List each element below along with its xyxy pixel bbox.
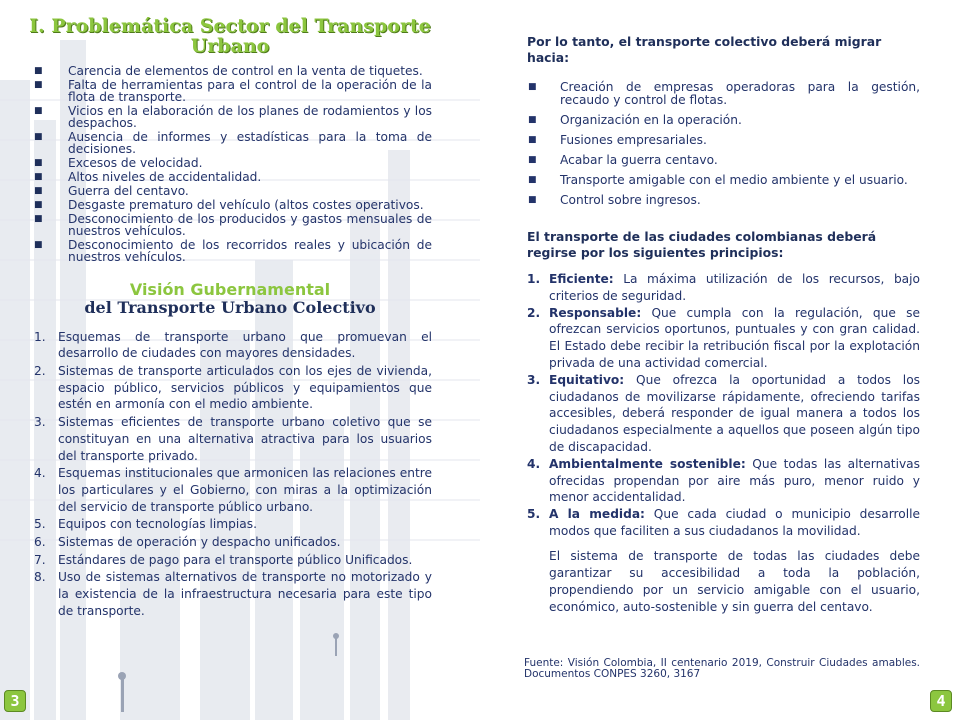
page-number-left: 3 (4, 690, 26, 712)
bullet-square-icon: ■ (528, 115, 537, 125)
bullet-square-icon: ■ (34, 131, 43, 142)
list-item: ■ Acabar la guerra centavo. (528, 153, 718, 167)
list-item: ■ Creación de empresas operadoras para la gestión, recaudo y control de flotas. (528, 80, 920, 107)
list-item: 3. Sistemas eficientes de transporte urbano coletivo que se constituyan en una alternativa atractiva para los usuarios del transporte privado. (34, 415, 432, 463)
section-title: I. Problemática Sector del Transporte Urbano (29, 15, 431, 57)
bullet-square-icon: ■ (34, 157, 43, 168)
migrate-list (524, 81, 920, 207)
bullet-square-icon: ■ (34, 240, 43, 251)
bullet-square-icon: ■ (528, 135, 537, 145)
list-item: ■ Control sobre ingresos. (528, 193, 701, 207)
bullet-square-icon: ■ (528, 175, 537, 185)
list-item: 5. Equipos con tecnologías limpias. (34, 517, 257, 532)
closing-paragraph: El sistema de transporte de todas las ciudades debe garantizar su accesibilidad a toda la población, propendiendo por un servicio amigable con el usuario, económico, auto-sostenible y sin guerra del centavo. (549, 548, 920, 614)
list-item: ■ Desconocimiento de los producidos y gastos mensuales de nuestros vehículos. (34, 212, 432, 238)
problems-list (28, 66, 432, 264)
right-page (524, 34, 920, 616)
list-item: 1. Eficiente: La máxima utilización de los recursos, bajo criterios de seguridad. (527, 272, 920, 303)
list-item: 8. Uso de sistemas alternativos de transporte no motorizado y la existencia de la infraestructura necesaria para este tipo de transporte. (34, 570, 432, 618)
list-item: ■ Transporte amigable con el medio ambiente y el usuario. (528, 173, 908, 187)
list-item: 5. A la medida: Que cada ciudad o municipio desarrolle modos que faciliten a sus ciudadanos la movilidad. (527, 507, 920, 538)
list-item: 4. Esquemas institucionales que armonicen las relaciones entre los particulares y el Gobierno, con miras a la optimización del servicio de transporte público urbano. (34, 466, 432, 514)
bullet-square-icon: ■ (528, 195, 537, 205)
list-item: ■ Fusiones empresariales. (528, 133, 707, 147)
bullet-square-icon: ■ (34, 105, 43, 116)
bullet-square-icon: ■ (34, 171, 43, 182)
list-item: 3. Equitativo: Que ofrezca la oportunidad a todos los ciudadanos de movilizarse rápidamente, ofreciendo tarifas accesibles, deberá responder de igual manera a todos los ciudadanos especialmente a aquellos que poseen algún tipo de discapacidad. (527, 372, 920, 454)
list-item: ■ Vicios en la elaboración de los planes de rodamientos y los despachos. (34, 103, 432, 130)
left-page (28, 8, 432, 621)
list-item: 4. Ambientalmente sostenible: Que todas las alternativas ofrecidas propendan por aire más puro, menor ruido y menor accidentalidad. (527, 456, 920, 505)
list-item: 7. Estándares de pago para el transporte público Unificados. (34, 552, 413, 567)
list-item: 1. Esquemas de transporte urbano que promuevan el desarrollo de ciudades con mayores densidades. (34, 329, 432, 361)
list-item: ■ Guerra del centavo. (34, 183, 189, 198)
bullet-square-icon: ■ (34, 66, 43, 76)
bullet-square-icon: ■ (528, 82, 537, 92)
list-item: ■ Excesos de velocidad. (34, 155, 203, 170)
principles-list (524, 271, 920, 540)
vision-heading-line-2: del Transporte Urbano Colectivo (84, 297, 376, 317)
vision-list (28, 329, 432, 620)
migrate-intro: Por lo tanto, el transporte colectivo deberá migrar hacia: (527, 34, 882, 65)
list-item: ■ Ausencia de informes y estadísticas para la toma de decisiones. (34, 129, 432, 156)
source-citation: Fuente: Visión Colombia, II centenario 2019, Construir Ciudades amables. Documentos CONPES 3260, 3167 (524, 657, 920, 680)
principles-intro: El transporte de las ciudades colombianas deberá regirse por los siguientes principios: (527, 229, 877, 260)
bullet-square-icon: ■ (34, 80, 43, 91)
list-item: ■ Carencia de elementos de control en la venta de tiquetes. (34, 64, 423, 78)
vision-heading (28, 281, 432, 317)
list-item: ■ Desgaste prematuro del vehículo (altos costes operativos. (34, 198, 424, 213)
bullet-square-icon: ■ (34, 200, 43, 211)
list-item: 6. Sistemas de operación y despacho unificados. (34, 535, 341, 550)
list-item: ■ Organización en la operación. (528, 113, 742, 127)
list-item: ■ Falta de herramientas para el control de la operación de la flota de transporte. (34, 78, 432, 104)
page-number-right: 4 (930, 690, 952, 712)
list-item: ■ Desconocimiento de los recorridos reales y ubicación de nuestros vehículos. (34, 238, 432, 264)
bullet-square-icon: ■ (34, 185, 43, 196)
list-item: ■ Altos niveles de accidentalidad. (34, 169, 262, 184)
bullet-square-icon: ■ (528, 155, 537, 165)
bullet-square-icon: ■ (34, 214, 43, 225)
vision-heading-line-1: Visión Gubernamental (129, 279, 331, 299)
list-item: 2. Sistemas de transporte articulados con los ejes de vivienda, espacio público, servicios públicos y equipamientos que estén en armonía con el medio ambiente. (34, 364, 432, 412)
list-item: 2. Responsable: Que cumpla con la regulación, que se ofrezcan servicios oportunos, puntuales y con gran calidad. El Estado debe recibir la retribución fiscal por la explotación privada de una actividad comercial. (527, 305, 920, 370)
